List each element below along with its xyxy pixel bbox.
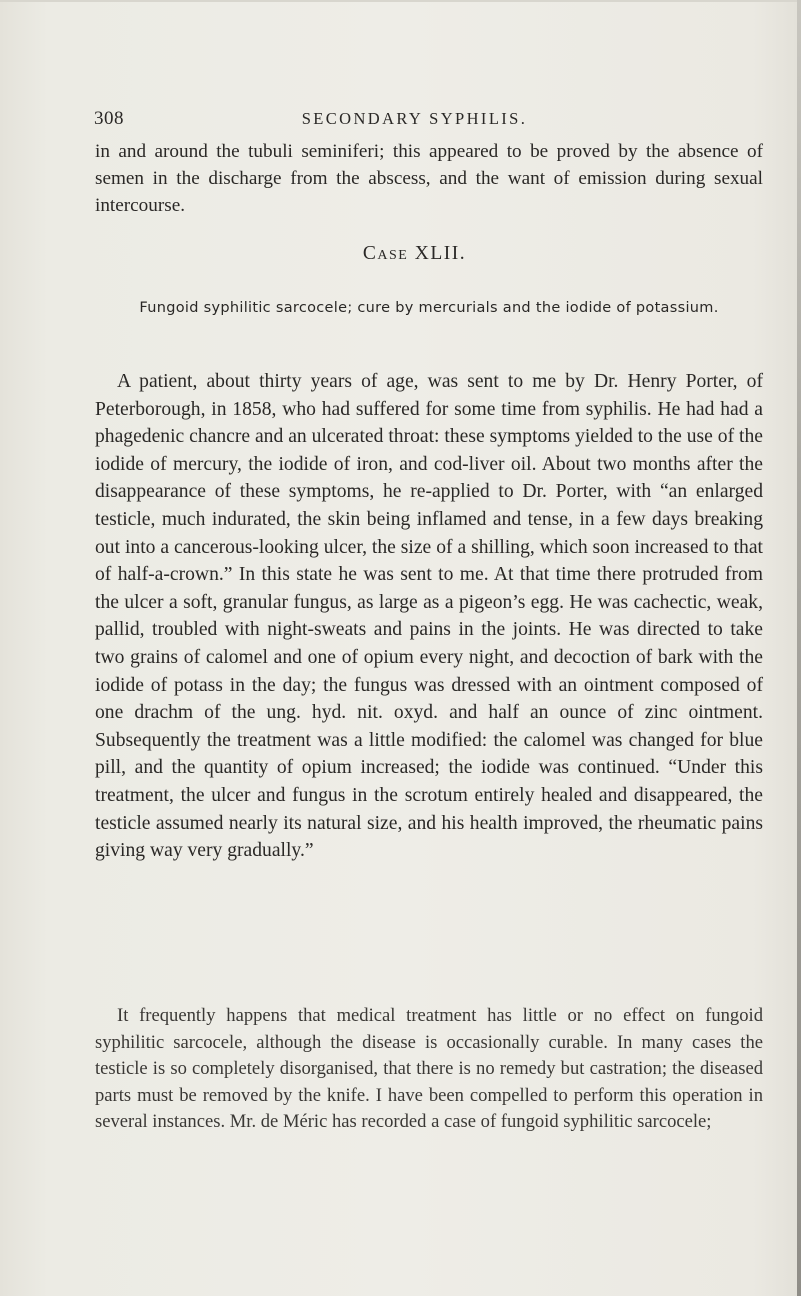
page-top-edge <box>0 0 801 2</box>
paragraph-continued: in and around the tubuli seminiferi; this appeared to be proved by the absence of semen in the discharge from the abscess, and the want of emission during sexual intercourse. <box>95 141 763 216</box>
discussion-paragraph: It frequently happens that medical treatment has little or no effect on fungoid syphilitic sarcocele, although the disease is occasionally curable. In many cases the testicle is so completely disorganised, that there is no remedy but castration; the diseased parts must be removed by the knife. I have been compelled to perform this operation in several instances. Mr. de Méric has recorded a case of fungoid syphilitic sarcocele; <box>95 1005 763 1133</box>
page-number: 308 <box>94 108 124 129</box>
page-right-edge <box>797 0 801 1296</box>
case-narrative-paragraph: A patient, about thirty years of age, was sent to me by Dr. Henry Porter, of Peterborough, in 1858, who had suffered for some time from syphilis. He had had a phagedenic chancre and an ulcerated throat: these symptoms yielded to the use of the iodide of mercury, the iodide of iron, and cod-liver oil. About two months after the disappearance of these symptoms, he re-applied to Dr. Porter, with “an enlarged testicle, much indurated, the skin being inflamed and tense, in a few days breaking out into a cancerous-looking ulcer, the size of a shilling, which soon increased to that of half-a-crown.” In this state he was sent to me. At that time there protruded from the ulcer a soft, granular fungus, as large as a pigeon’s egg. He was cachectic, weak, pallid, troubled with night-sweats and pains in the joints. He was directed to take two grains of calomel and one of opium every night, and decoction of bark with the iodide of potass in the day; the fungus was dressed with an ointment composed of one drachm of the ung. hyd. nit. oxyd. and half an ounce of zinc ointment. Subsequently the treatment was a little modified: the calomel was changed for blue pill, and the quantity of opium increased; the iodide was continued. “Under this treatment, the ulcer and fungus in the scrotum entirely healed and disappeared, the testicle assumed nearly its natural size, and his health improved, the rheumatic pains giving way very gradually.” <box>95 371 763 862</box>
case-heading: Case XLII. <box>362 243 467 264</box>
page-header <box>0 98 801 134</box>
case-subtitle: Fungoid syphilitic sarcocele; cure by mercurials and the iodide of potassium. <box>139 300 719 316</box>
running-head: SECONDARY SYPHILIS. <box>301 109 528 128</box>
